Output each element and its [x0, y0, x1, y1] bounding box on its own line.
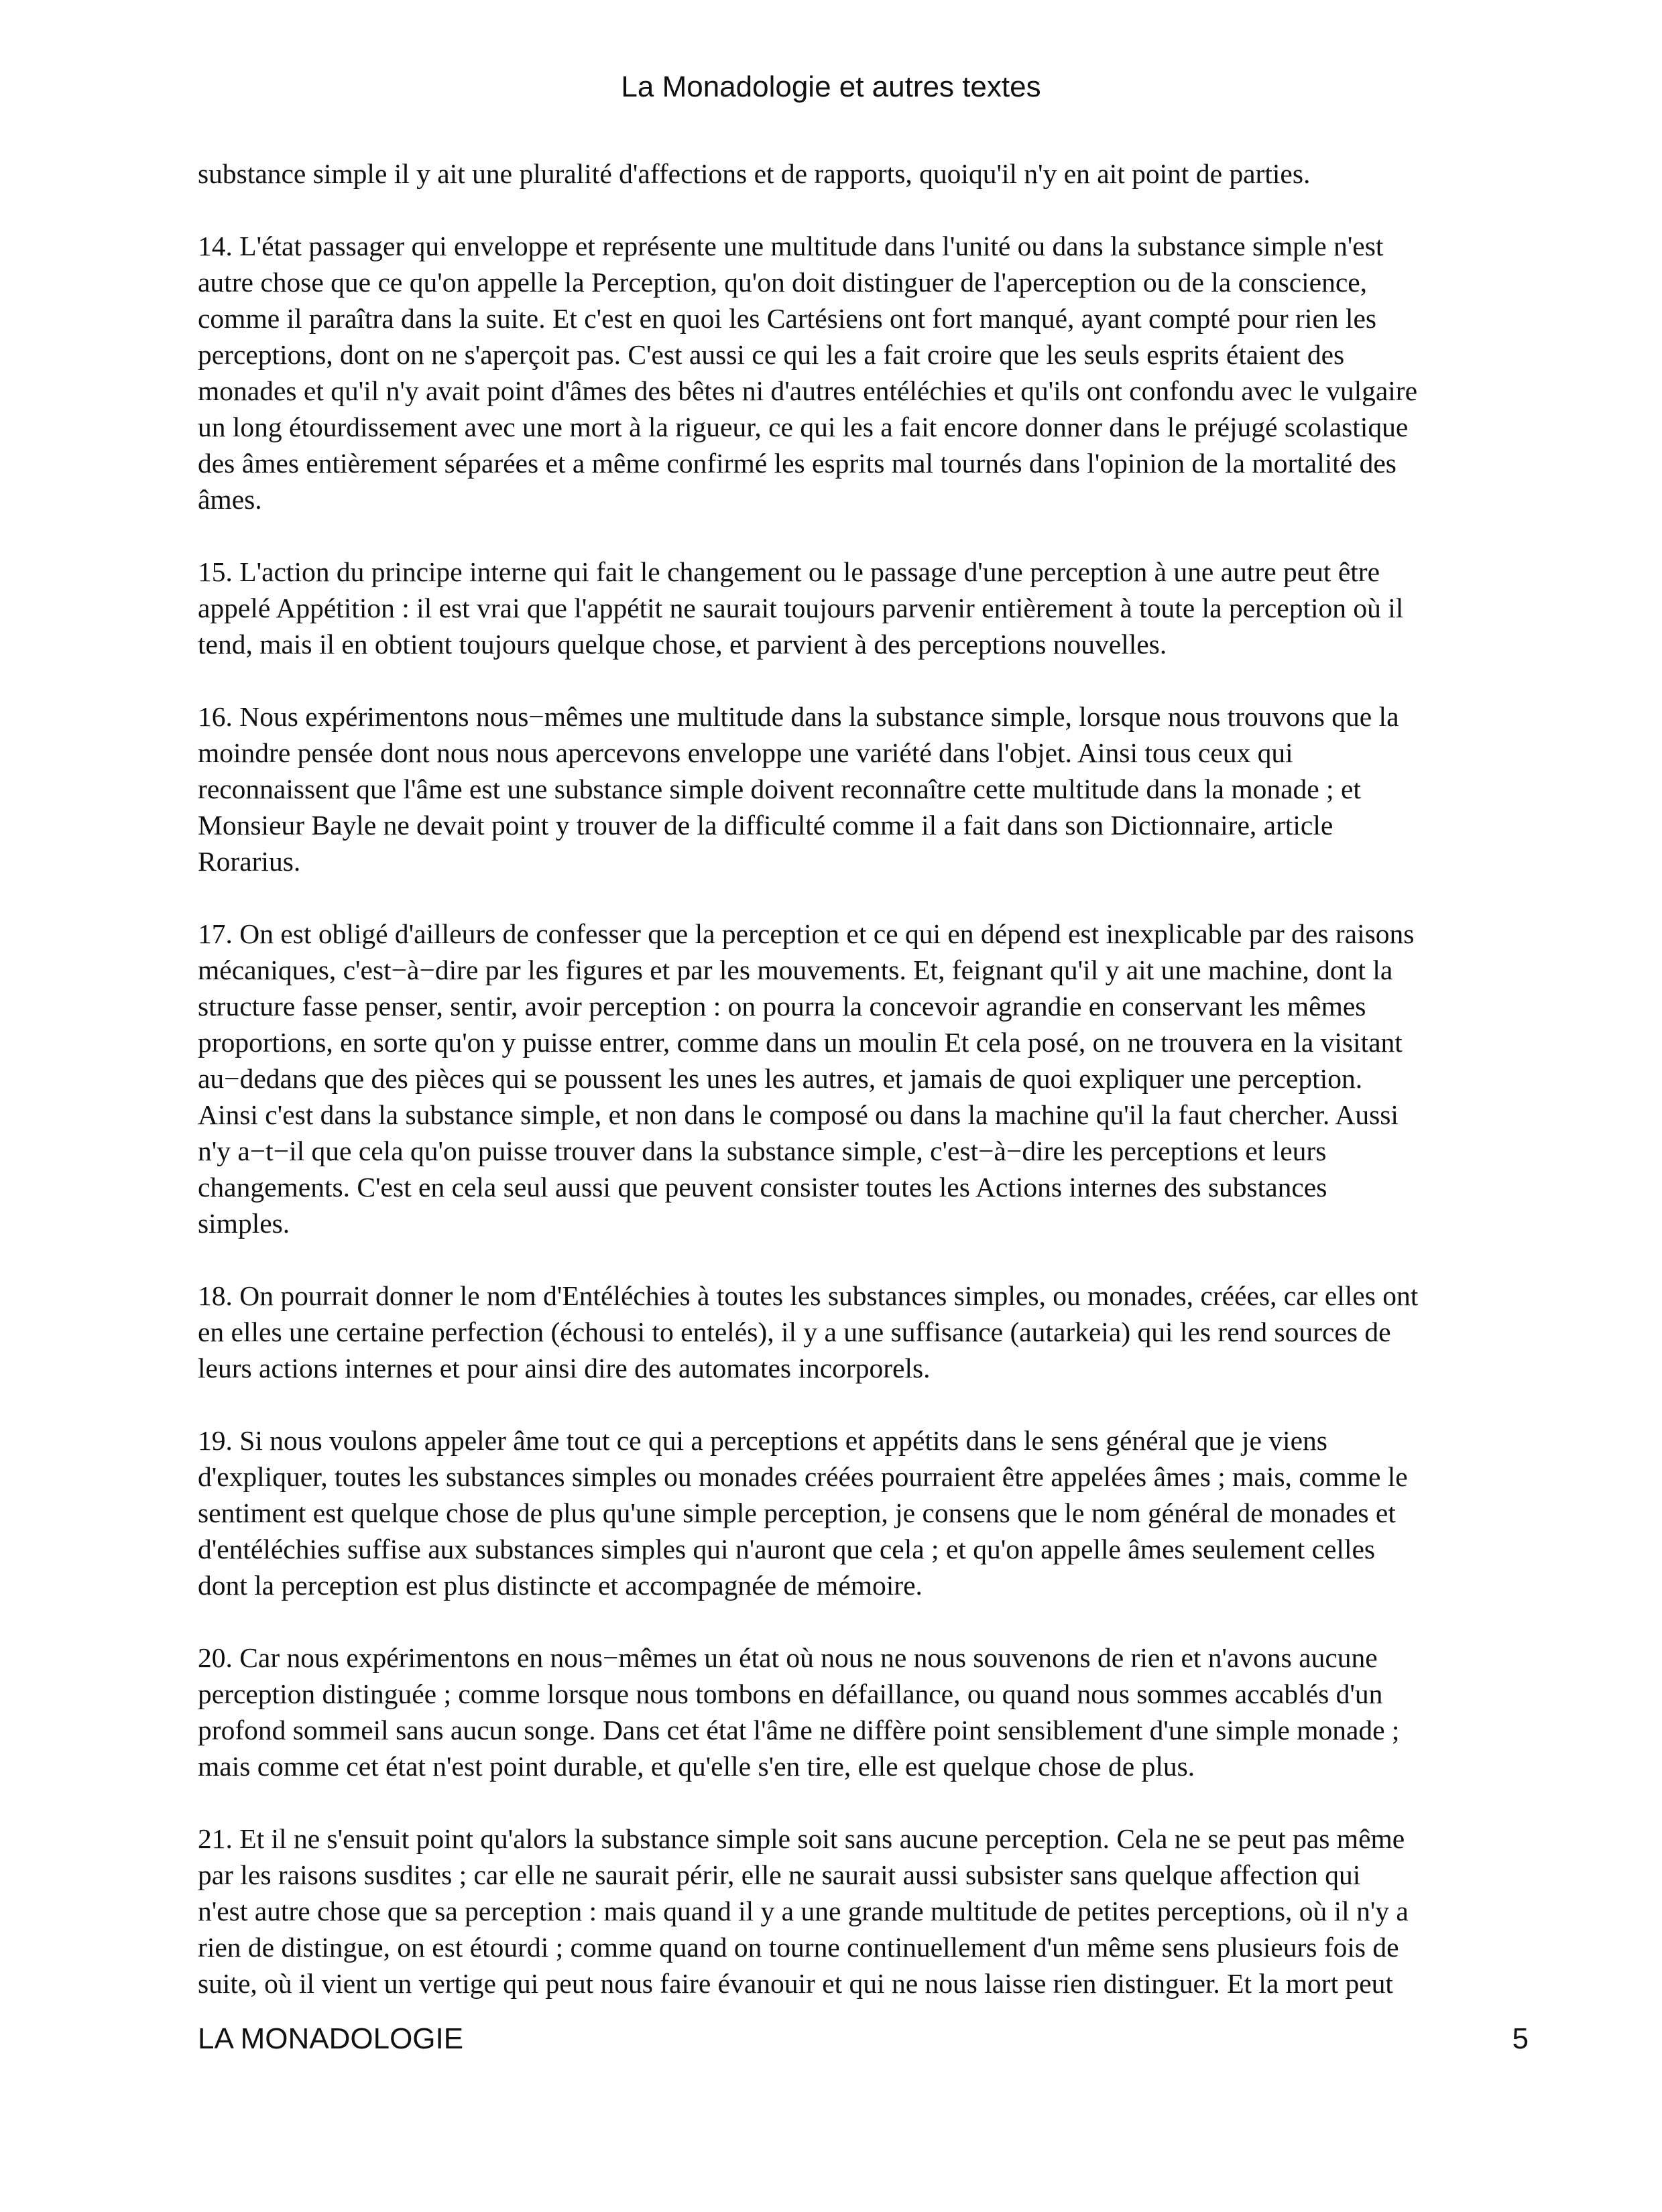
paragraph-21: 21. Et il ne s'ensuit point qu'alors la substance simple soit sans aucune perception. Cela ne se peut pas même par les raisons susdites ; car elle ne saurait périr, elle ne saurait aussi subsister sans quelque affection qui n'est autre chose que sa perception : mais quand il y a une grande multitude de petites perceptions, où il n'y a rien de distingue, on est étourdi ; comme quand on tourne continuellement d'un même sens plusieurs fois de suite, où il vient un vertige qui peut nous faire évanouir et qui ne nous laisse rien distinguer. Et la mort peut: [198, 1823, 1409, 1999]
paragraph-15: 15. L'action du principe interne qui fait le changement ou le passage d'une perception à une autre peut être appelé Appétition : il est vrai que l'appétit ne saurait toujours parvenir entièrement à toute la perception où il tend, mais il en obtient toujours quelque chose, et parvient à des perceptions nouvelles.: [198, 556, 1404, 660]
paragraph-14: 14. L'état passager qui enveloppe et représente une multitude dans l'unité ou dans la substance simple n'est autre chose que ce qu'on appelle la Perception, qu'on doit distinguer de l'aperception ou de la conscience, comme il paraîtra dans la suite. Et c'est en quoi les Cartésiens ont fort manqué, ayant compté pour rien les perceptions, dont on ne s'aperçoit pas. C'est aussi ce qui les a fait croire que les seuls esprits étaient des monades et qu'il n'y avait point d'âmes des bêtes ni d'autres entéléchies et qu'ils ont confondu avec le vulgaire un long étourdissement avec une mort à la rigueur, ce qui les a fait encore donner dans le préjugé scolastique des âmes entièrement séparées et a même confirmé les esprits mal tournés dans l'opinion de la mortalité des âmes.: [198, 231, 1418, 515]
paragraph-18: 18. On pourrait donner le nom d'Entéléchies à toutes les substances simples, ou monades, créées, car elles ont en elles une certaine perfection (échousi to entelés), il y a une suffisance (autarkeia) qui les rend sources de leurs actions internes et pour ainsi dire des automates incorporels.: [198, 1280, 1419, 1384]
paragraph-16: 16. Nous expérimentons nous−mêmes une multitude dans la substance simple, lorsque nous trouvons que la moindre pensée dont nous nous apercevons enveloppe une variété dans l'objet. Ainsi tous ceux qui reconnaissent que l'âme est une substance simple doivent reconnaître cette multitude dans la monade ; et Monsieur Bayle ne devait point y trouver de la difficulté comme il a fait dans son Dictionnaire, article Rorarius.: [198, 701, 1399, 877]
page-header: [0, 67, 1662, 107]
book-title: La Monadologie et autres textes: [621, 70, 1041, 103]
paragraph-17: 17. On est obligé d'ailleurs de confesser que la perception et ce qui en dépend est inexplicable par des raisons mécaniques, c'est−à−dire par les figures et par les mouvements. Et, feignant qu'il y ait une machine, dont la structure fasse penser, sentir, avoir perception : on pourra la concevoir agrandie en conservant les mêmes proportions, en sorte qu'on y puisse entrer, comme dans un moulin Et cela posé, on ne trouvera en la visitant au−dedans que des pièces qui se poussent les unes les autres, et jamais de quoi expliquer une perception. Ainsi c'est dans la substance simple, et non dans le composé ou dans la machine qu'il la faut chercher. Aussi n'y a−t−il que cela qu'on puisse trouver dans la substance simple, c'est−à−dire les perceptions et leurs changements. C'est en cela seul aussi que peuvent consister toutes les Actions internes des substances simples.: [198, 918, 1415, 1239]
paragraph-continuation: substance simple il y ait une pluralité d'affections et de rapports, quoiqu'il n'y en ait point de parties.: [198, 158, 1311, 189]
page-number: 5: [1512, 2022, 1529, 2055]
page-body: [198, 156, 1529, 2002]
footer-section-title: LA MONADOLOGIE: [198, 2022, 464, 2055]
paragraph-19: 19. Si nous voulons appeler âme tout ce qui a perceptions et appétits dans le sens général que je viens d'expliquer, toutes les substances simples ou monades créées pourraient être appelées âmes ; mais, comme le sentiment est quelque chose de plus qu'une simple perception, je consens que le nom général de monades et d'entéléchies suffise aux substances simples qui n'auront que cela ; et qu'on appelle âmes seulement celles dont la perception est plus distincte et accompagnée de mémoire.: [198, 1425, 1408, 1601]
paragraph-20: 20. Car nous expérimentons en nous−mêmes un état où nous ne nous souvenons de rien et n'avons aucune perception distinguée ; comme lorsque nous tombons en défaillance, ou quand nous sommes accablés d'un profond sommeil sans aucun songe. Dans cet état l'âme ne diffère point sensiblement d'une simple monade ; mais comme cet état n'est point durable, et qu'elle s'en tire, elle est quelque chose de plus.: [198, 1642, 1400, 1782]
